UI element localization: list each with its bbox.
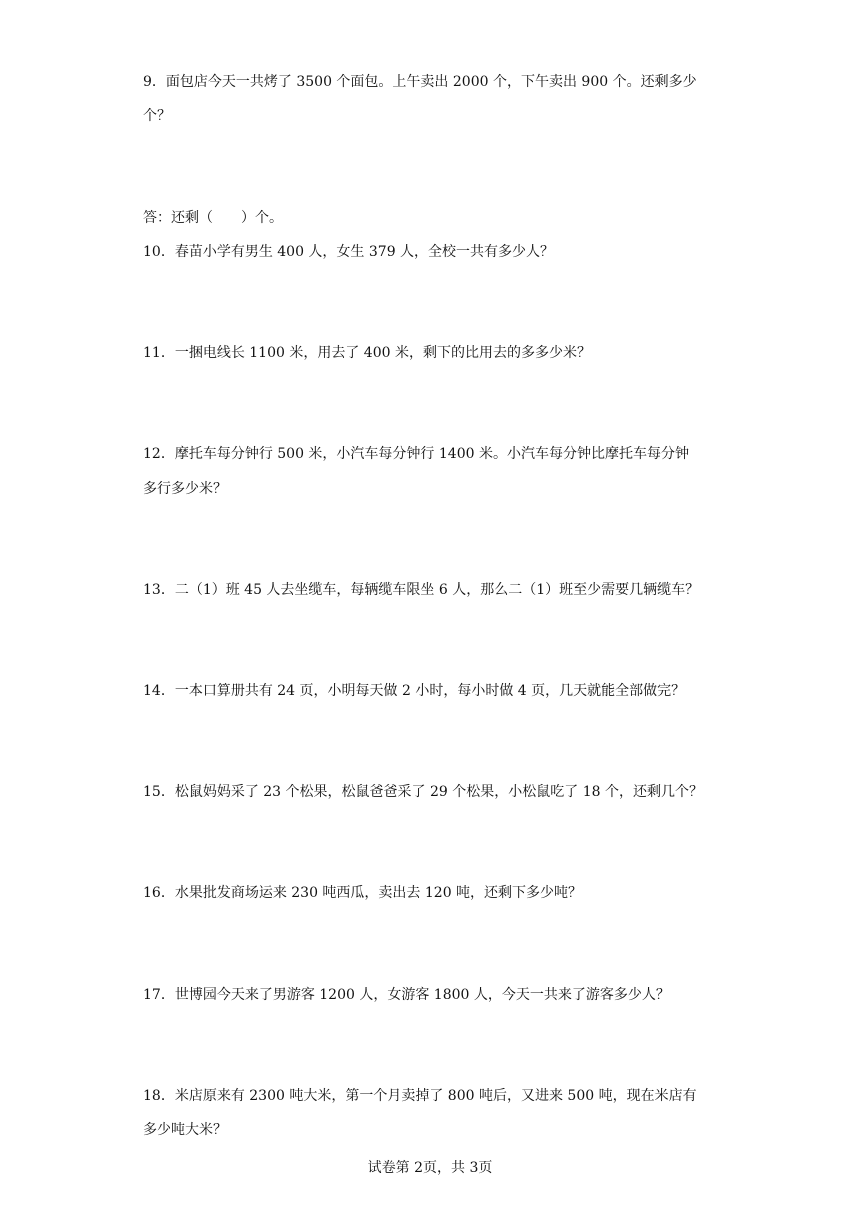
page-footer: 试卷第 2页，共 3页: [367, 1160, 493, 1176]
question-9-line-2: 个？: [143, 108, 171, 124]
question-9-line-1: 9．面包店今天一共烤了 3500 个面包。上午卖出 2000 个，下午卖出 900 个。还剩多少: [143, 74, 697, 90]
question-16: 16．水果批发商场运来 230 吨西瓜，卖出去 120 吨，还剩下多少吨？: [143, 885, 583, 901]
question-13: 13．二（1）班 45 人去坐缆车，每辆缆车限坐 6 人，那么二（1）班至少需要几辆缆车？: [143, 582, 700, 598]
question-11: 11．一捆电线长 1100 米，用去了 400 米，剩下的比用去的多多少米？: [143, 345, 591, 361]
question-18-line-2: 多少吨大米？: [143, 1122, 227, 1138]
question-17: 17．世博园今天来了男游客 1200 人，女游客 1800 人，今天一共来了游客多少人？: [143, 987, 670, 1003]
question-12-line-1: 12．摩托车每分钟行 500 米，小汽车每分钟行 1400 米。小汽车每分钟比摩托车每分钟: [143, 446, 689, 462]
question-18-line-1: 18．米店原来有 2300 吨大米，第一个月卖掉了 800 吨后，又进来 500 吨，现在米店有: [143, 1088, 697, 1104]
question-10: 10．春苗小学有男生 400 人，女生 379 人，全校一共有多少人？: [143, 244, 555, 260]
question-9-answer: 答：还剩（ ）个。: [143, 210, 283, 226]
question-15: 15．松鼠妈妈采了 23 个松果，松鼠爸爸采了 29 个松果，小松鼠吃了 18 个，还剩几个？: [143, 784, 703, 800]
question-12-line-2: 多行多少米？: [143, 481, 227, 497]
question-14: 14．一本口算册共有 24 页，小明每天做 2 小时，每小时做 4 页，几天就能全部做完？: [143, 683, 686, 699]
